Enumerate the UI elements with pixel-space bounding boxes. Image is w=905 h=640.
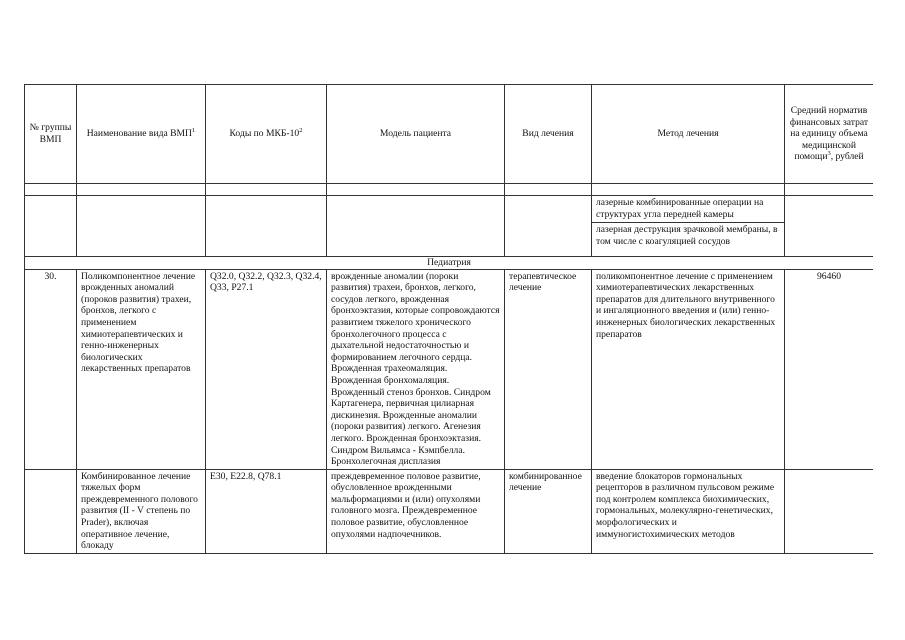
cont-cell [327,196,505,257]
blank-cell [505,184,592,196]
cont-cell [206,196,327,257]
treatment-method: введение блокаторов гормональных рецепторов в различном пульсовом режиме под контролем комплекса биохимических, гормональных, молекулярно-генетических, морфологических и иммуногистохимических методов [592,469,785,553]
method-laser-combined: лазерные комбинированные операции на структурах угла передней камеры [592,195,784,223]
blank-cell [785,184,874,196]
method-laser-destruction: лазерная деструкция зрачковой мембраны, в том числе с коагуляцией сосудов [596,224,778,247]
header-icd-codes-text: Коды по МКБ-10 [229,128,300,140]
header-treatment-method: Метод лечения [592,85,785,184]
footnote-3: 3 [827,150,831,158]
patient-model: преждевременное половое развитие, обусловленное врожденными мальформациями и (или) опухолями головного мозга. Преждевременное половое развитие, обусловленное опухолями надпочечников. [327,469,505,553]
treatment-type: комбинированное лечение [505,469,592,553]
cont-cell [77,196,206,257]
section-row [25,257,874,270]
header-vmp-name [77,85,206,184]
treatment-type: терапевтическое лечение [505,269,592,469]
blank-cell [592,184,785,196]
header-treatment-type: Вид лечения [505,85,592,184]
footnote-2: 2 [299,127,303,135]
blank-row [25,184,874,196]
group-number: 30. [25,269,77,469]
blank-cell [25,184,77,196]
vmp-name: Комбинированное лечение тяжелых форм преждевременного полового развития (II - V степень по Prader), включая оперативное лечение, блокаду [77,469,206,553]
header-average-cost-tail: , рублей [830,151,864,163]
icd-codes: Q32.0, Q32.2, Q32.3, Q32.4, Q33, P27.1 [206,269,327,469]
vmp-table [24,84,873,554]
table-row [25,269,874,469]
cont-cell [785,196,874,257]
header-row [25,85,874,184]
treatment-method: поликомпонентное лечение с применением химиотерапевтических лекарственных препаратов для длительного внутривенного и ингаляционного введения и (или) генно-инженерных биологических лекарственных препаратов [592,269,785,469]
average-cost: 96460 [785,269,874,469]
document-sheet [24,84,873,610]
icd-codes: E30, E22.8, Q78.1 [206,469,327,553]
header-average-cost [785,85,874,184]
cont-cell [25,196,77,257]
vmp-name: Поликомпонентное лечение врожденных аномалий (пороков развития) трахеи, бронхов, легкого с применением химиотерапевтических и генно-инженерных биологических лекарственных препаратов [77,269,206,469]
footnote-1: 1 [191,127,196,135]
header-group-number: № группы ВМП [25,85,77,184]
section-title: Педиатрия [25,257,874,270]
average-cost [785,469,874,553]
blank-cell [327,184,505,196]
header-vmp-name-text: Наименование вида ВМП [86,128,192,140]
table-row [25,469,874,553]
continuation-row [25,196,874,257]
blank-cell [77,184,206,196]
header-patient-model: Модель пациента [327,85,505,184]
cont-method-cell [592,196,785,257]
cont-cell [505,196,592,257]
group-number [25,469,77,553]
header-icd-codes [206,85,327,184]
header-average-cost-text: Средний норматив финансовых затрат на единицу объема медицинской помощи [789,105,869,163]
blank-cell [206,184,327,196]
patient-model: врожденные аномалии (пороки развития) трахеи, бронхов, легкого, сосудов легкого, врожденная бронхоэктазия, которые сопровождаются развитием тяжелого хронического бронхолегочного процесса с дыхательной недостаточностью и формированием легочного сердца. Врожденная трахеомаляция. Врожденная бронхомаляция. Врожденный стеноз бронхов. Синдром Картагенера, первичная цилиарная дискинезия. Врожденные аномалии (пороки развития) легкого. Агенезия легкого. Врожденная бронхоэктазия. Синдром Вильямса - Кэмпбелла. Бронхолегочная дисплазия [327,269,505,469]
